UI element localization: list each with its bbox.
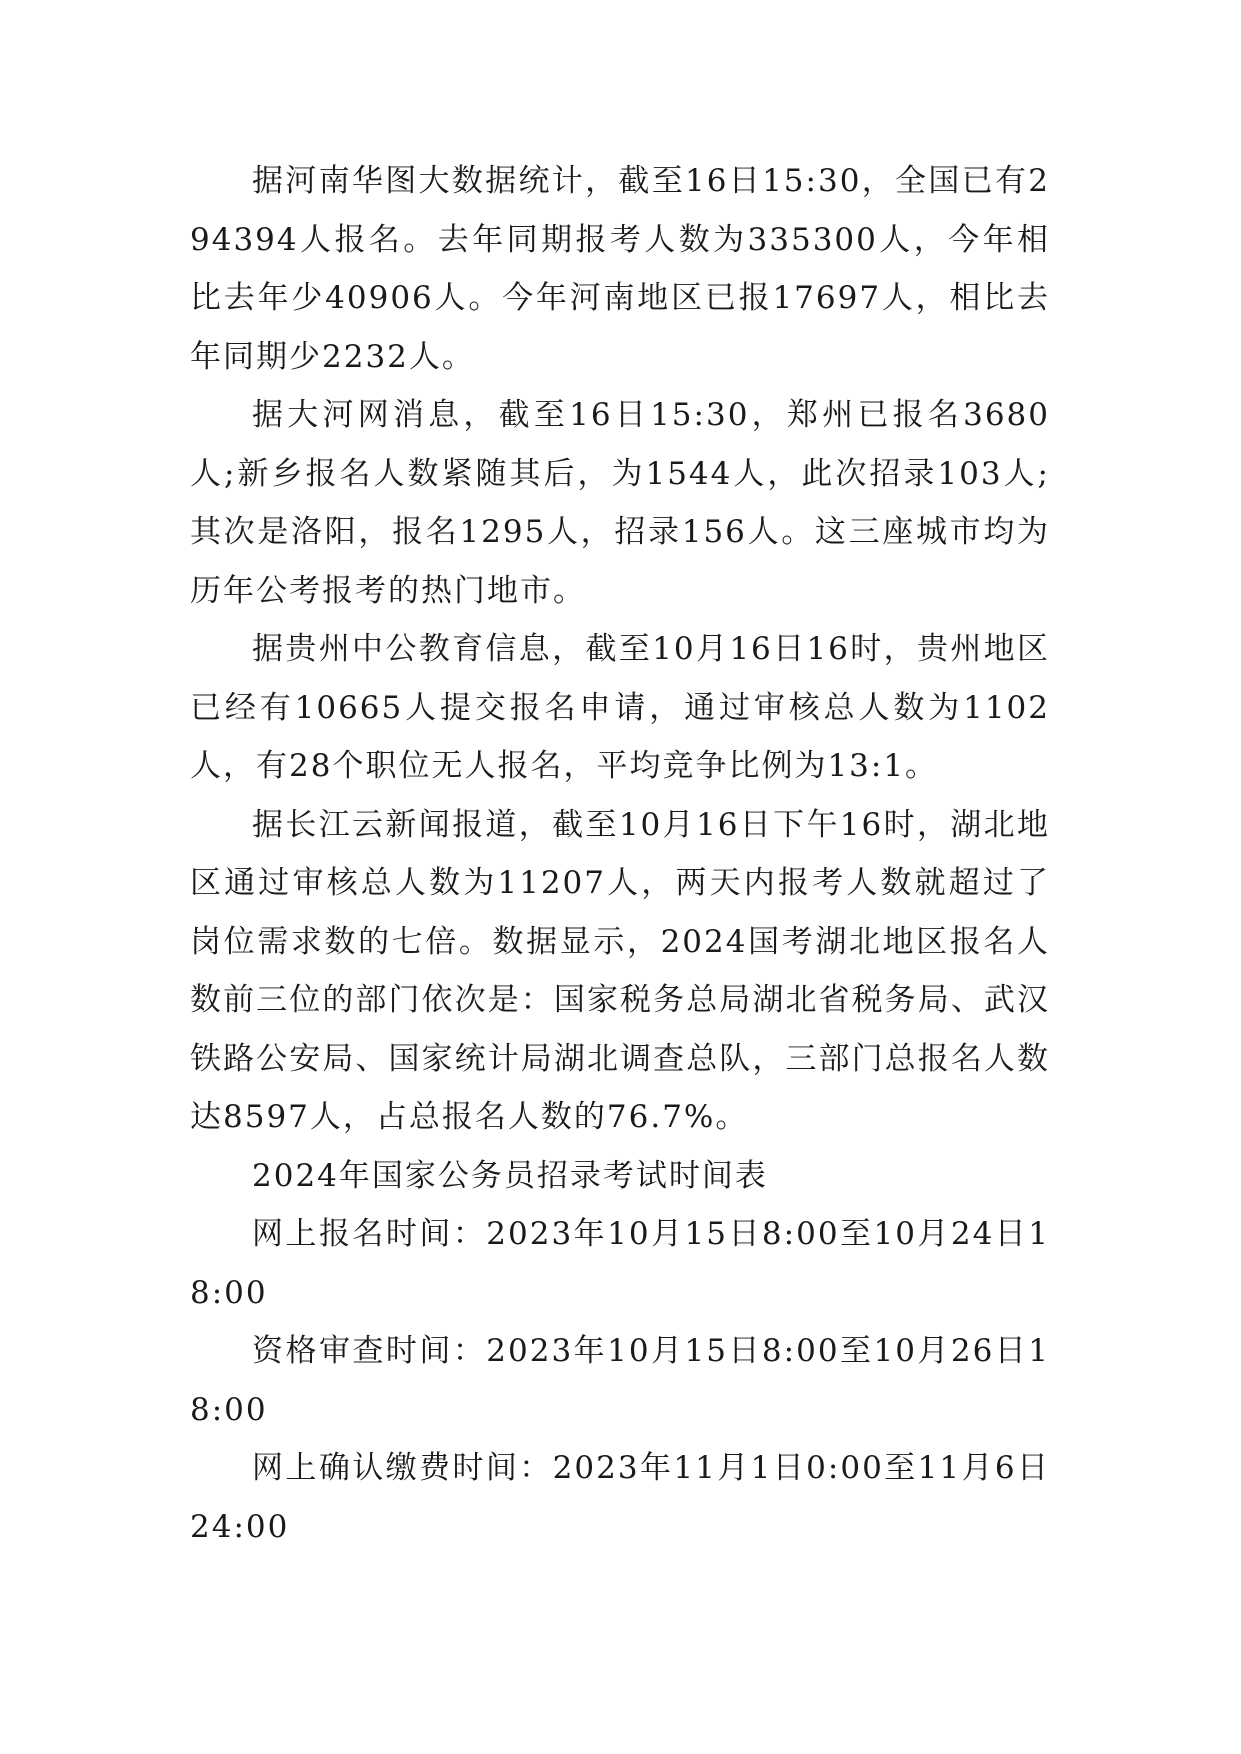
paragraph-henan-stats: 据河南华图大数据统计，截至16日15:30，全国已有294394人报名。去年同期报考人数为335300人，今年相比去年少40906人。今年河南地区已报17697人，相比去年同期少2232人。 (190, 163, 1050, 375)
paragraph-dahe-news: 据大河网消息，截至16日15:30，郑州已报名3680人;新乡报名人数紧随其后，为1544人，此次招录103人;其次是洛阳，报名1295人，招录156人。这三座城市均为历年公考报考的热门地市。 (190, 397, 1050, 609)
schedule-title: 2024年国家公务员招录考试时间表 (252, 1157, 768, 1194)
document-body (190, 152, 1050, 1556)
schedule-item-qualification: 资格审查时间：2023年10月15日8:00至10月26日18:00 (190, 1333, 1050, 1428)
schedule-item-registration: 网上报名时间：2023年10月15日8:00至10月24日18:00 (190, 1216, 1050, 1311)
paragraph-guizhou-stats: 据贵州中公教育信息，截至10月16日16时，贵州地区已经有10665人提交报名申请，通过审核总人数为1102人，有28个职位无人报名，平均竞争比例为13:1。 (190, 631, 1050, 784)
paragraph-hubei-stats: 据长江云新闻报道，截至10月16日下午16时，湖北地区通过审核总人数为11207人，两天内报考人数就超过了岗位需求数的七倍。数据显示，2024国考湖北地区报名人数前三位的部门依次是：国家税务总局湖北省税务局、武汉铁路公安局、国家统计局湖北调查总队，三部门总报名人数达8597人，占总报名人数的76.7%。 (190, 806, 1050, 1135)
schedule-item-payment: 网上确认缴费时间：2023年11月1日0:00至11月6日24:00 (190, 1450, 1050, 1545)
